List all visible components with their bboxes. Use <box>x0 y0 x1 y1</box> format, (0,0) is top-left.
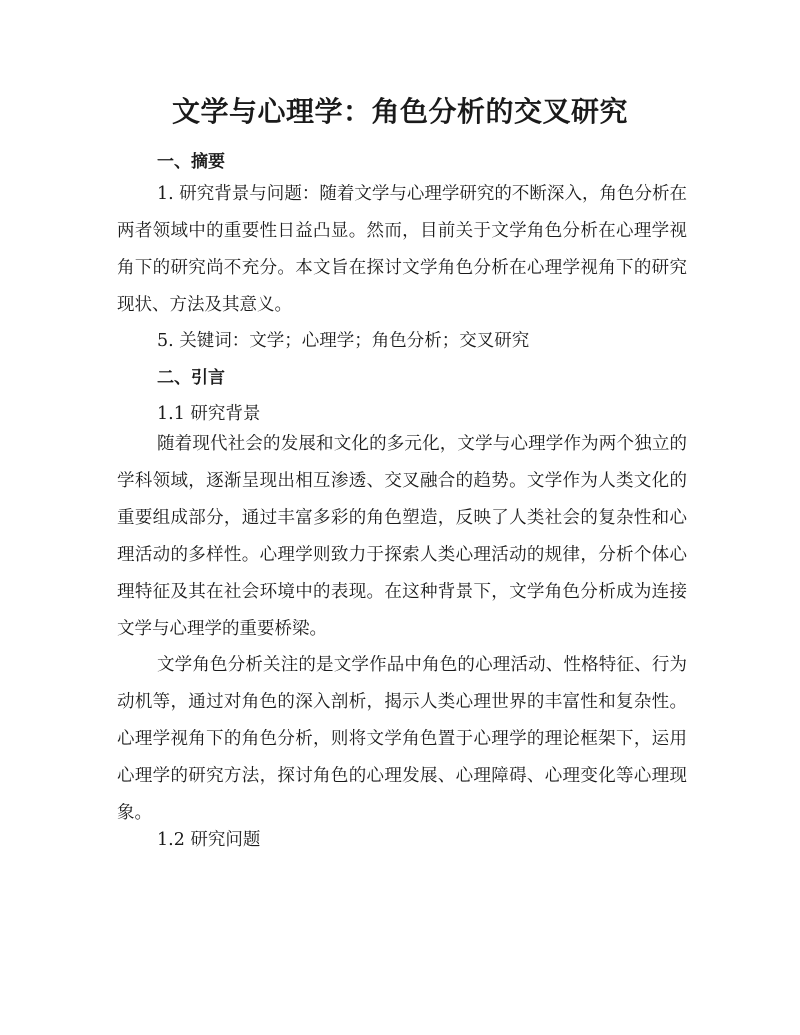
introduction-paragraph-1: 随着现代社会的发展和文化的多元化，文学与心理学作为两个独立的学科领域，逐渐呈现出相互渗透、交叉融合的趋势。文学作为人类文化的重要组成部分，通过丰富多彩的角色塑造，反映了人类社会的复杂性和心理活动的多样性。心理学则致力于探索人类心理活动的规律，分析个体心理特征及其在社会环境中的表现。在这种背景下，文学角色分析成为连接文学与心理学的重要桥梁。 <box>117 434 687 639</box>
abstract-heading: 一、摘要 <box>157 152 225 172</box>
introduction-heading: 二、引言 <box>157 368 225 388</box>
introduction-paragraph-2: 文学角色分析关注的是文学作品中角色的心理活动、性格特征、行为动机等，通过对角色的深入剖析，揭示人类心理世界的丰富性和复杂性。心理学视角下的角色分析，则将文学角色置于心理学的理论框架下，运用心理学的研究方法，探讨角色的心理发展、心理障碍、心理变化等心理现象。 <box>117 655 687 823</box>
subsection-heading-research-background: 1.1 研究背景 <box>157 404 261 424</box>
subsection-heading-research-questions: 1.2 研究问题 <box>157 830 261 850</box>
document-title: 文学与心理学：角色分析的交叉研究 <box>171 95 628 128</box>
abstract-background-paragraph: 1. 研究背景与问题：随着文学与心理学研究的不断深入，角色分析在两者领域中的重要性日益凸显。然而，目前关于文学角色分析在心理学视角下的研究尚不充分。本文旨在探讨文学角色分析在心理学视角下的研究现状、方法及其意义。 <box>117 184 687 315</box>
keywords-line: 5. 关键词：文学；心理学；角色分析；交叉研究 <box>157 331 530 351</box>
